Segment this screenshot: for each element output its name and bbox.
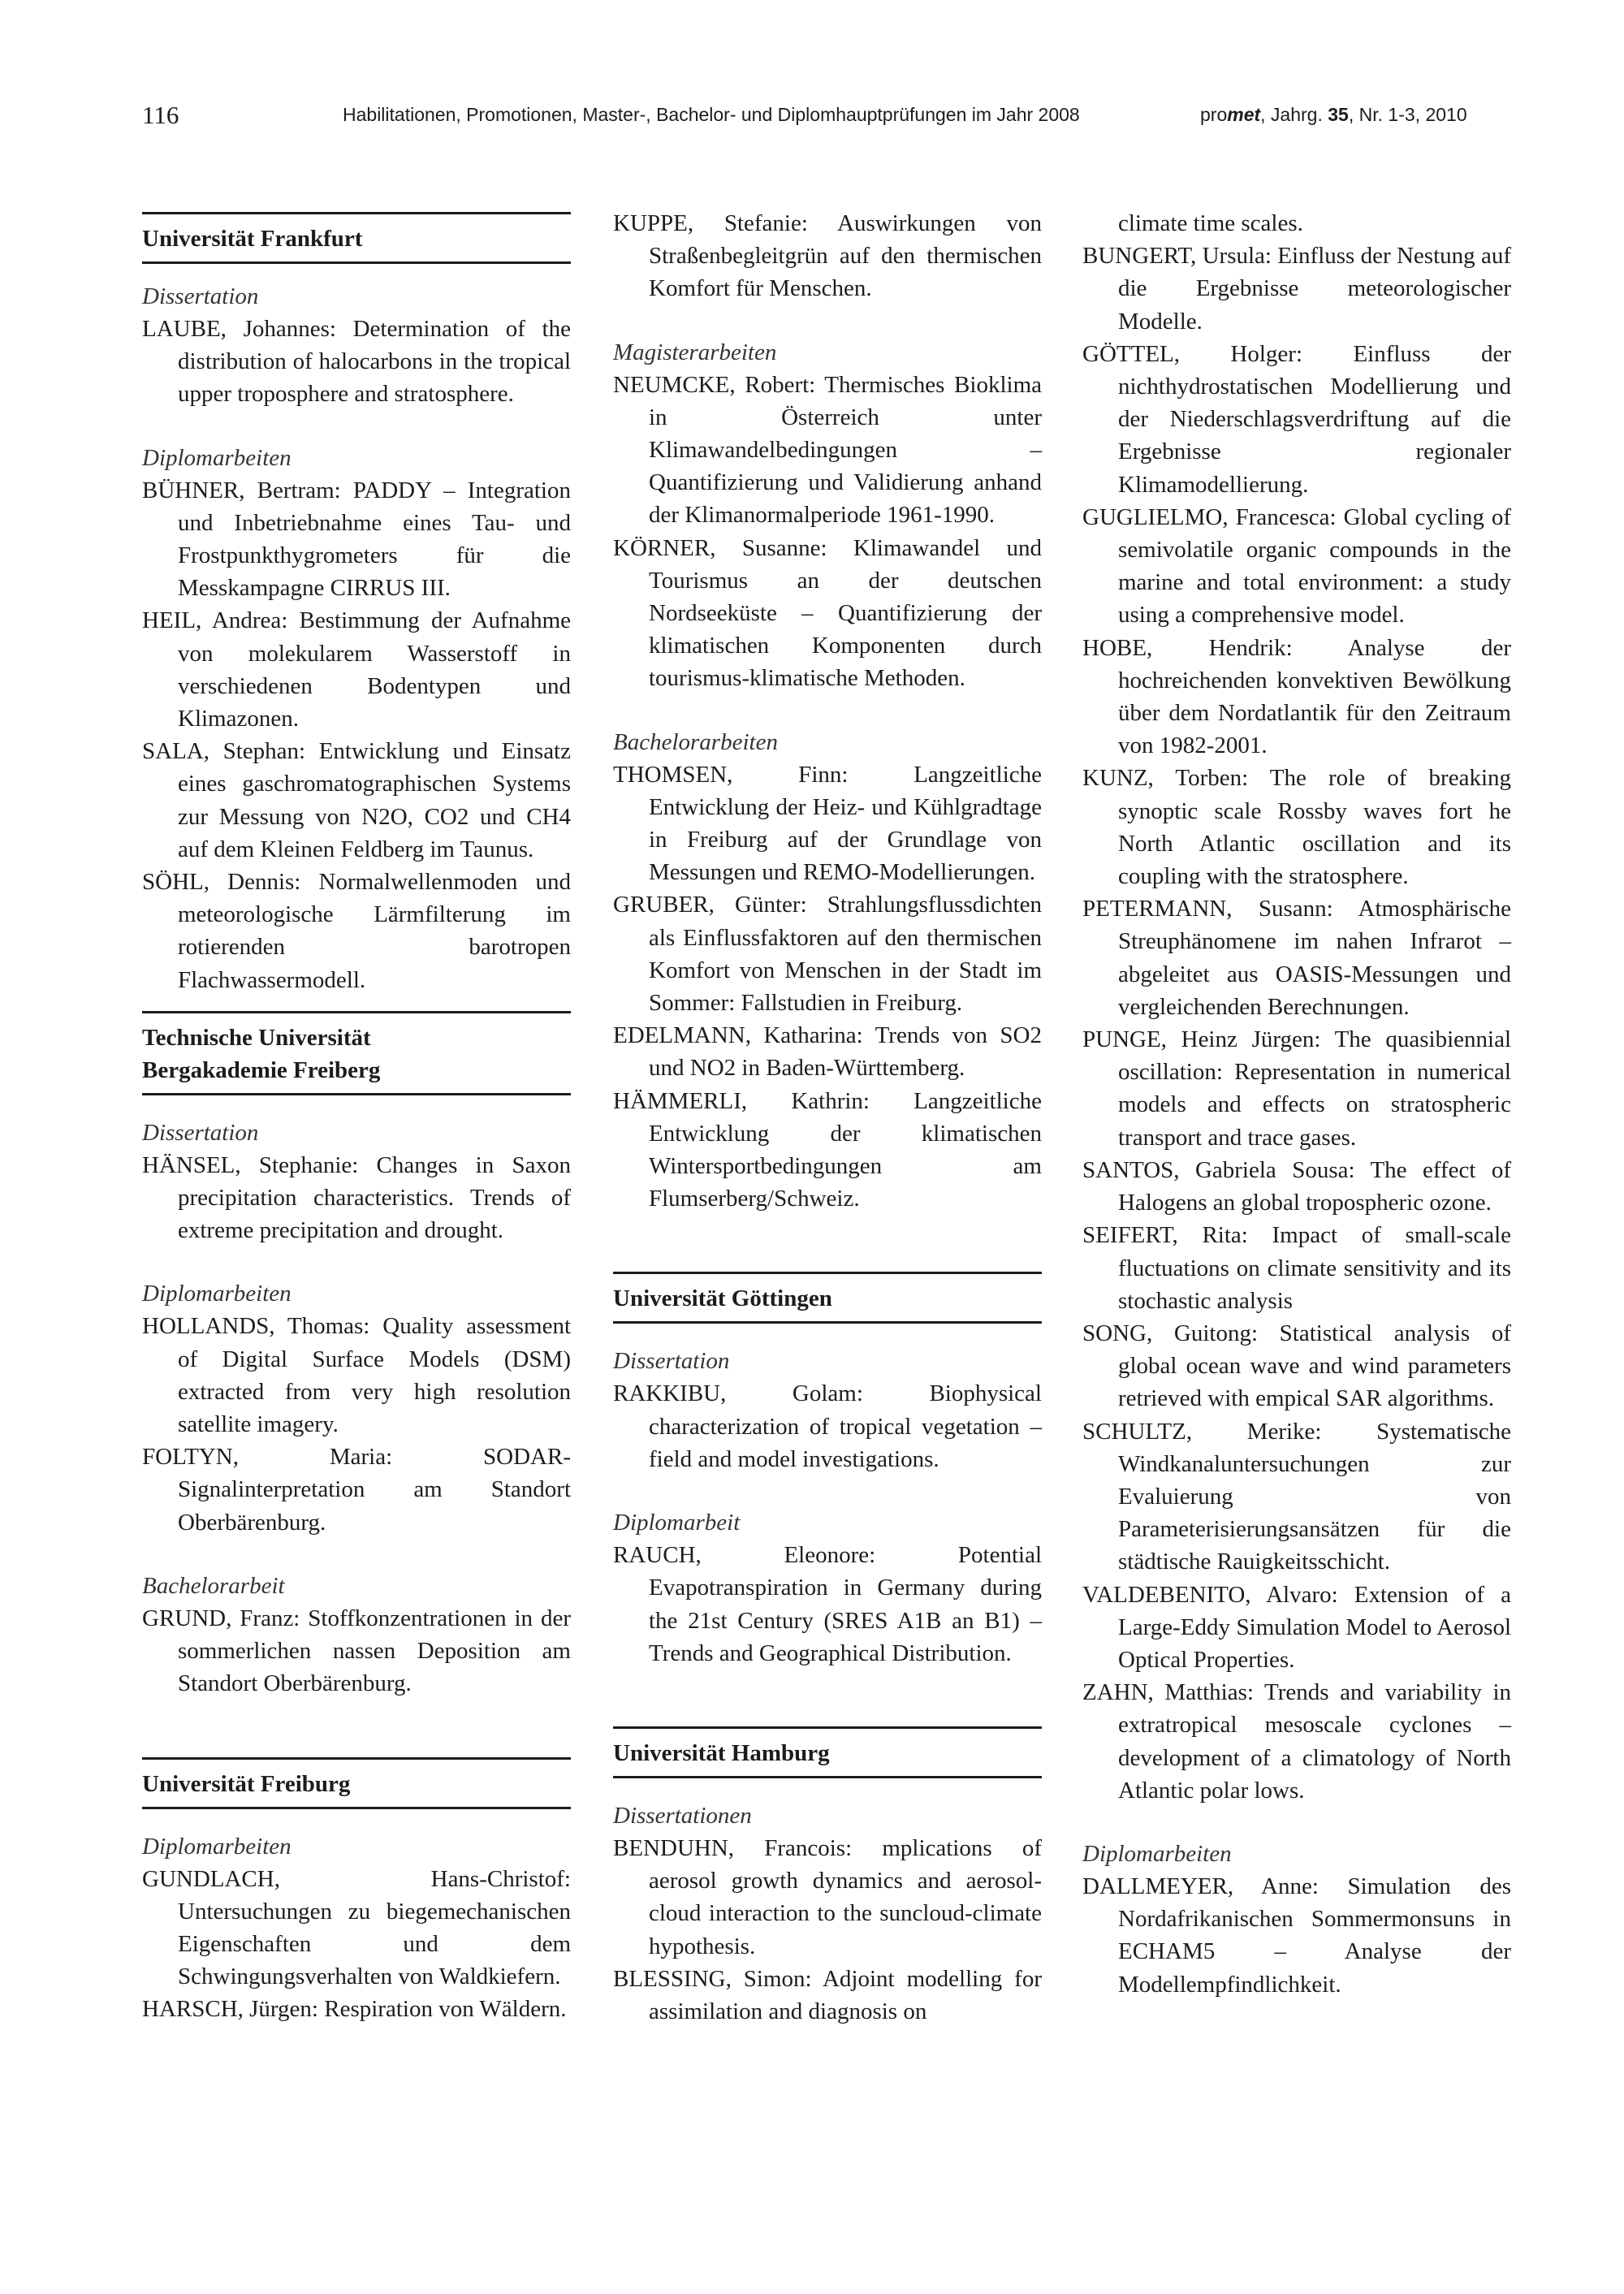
entry-guglielmo: GUGLIELMO, Francesca: Global cycling of semivolatile organic compounds in the marine and total environment: a study using a comprehensive model.	[1082, 503, 1511, 629]
entry-harsch: HARSCH, Jürgen: Respiration von Wäldern.	[142, 1996, 567, 2023]
institution-name: Universität Freiburg	[142, 1770, 351, 1797]
entry-haemmerli: HÄMMERLI, Kathrin: Langzeitliche Entwicklung der klimatischen Wintersportbedingungen am Flumserberg/Schweiz.	[613, 1087, 1042, 1212]
entry-rakkibu: RAKKIBU, Golam: Biophysical characterization of tropical vegetation – field and model investigations.	[613, 1380, 1042, 1472]
institution-heading-freiburg	[142, 1757, 571, 1809]
journal-volume: 35	[1328, 104, 1349, 125]
entry-goettel: GÖTTEL, Holger: Einfluss der nichthydrostatischen Modellierung und der Niederschlagsverdriftung auf die Ergebnisse regionaler Klimamodellierung.	[1082, 340, 1511, 498]
entry-gundlach: GUNDLACH, Hans-Christof: Untersuchungen zu biegemechanischen Eigenschaften und dem Schwingungsverhalten von Waldkiefern.	[142, 1865, 571, 1990]
column-right	[1082, 207, 1511, 2001]
section-label-dissertation: Dissertation	[613, 1348, 730, 1375]
section-label-bachelorarbeit: Bachelorarbeit	[142, 1572, 285, 1599]
entry-punge: PUNGE, Heinz Jürgen: The quasibiennial oscillation: Representation in numerical models and effects on stratospheric transport and trace gases.	[1082, 1026, 1511, 1151]
entry-hollands: HOLLANDS, Thomas: Quality assessment of Digital Surface Models (DSM) extracted from very high resolution satellite imagery.	[142, 1313, 571, 1438]
running-title: Habilitationen, Promotionen, Master-, Bachelor- und Diplomhauptprüfungen im Jahr 2008	[343, 104, 1080, 125]
journal-name-italic: met	[1227, 104, 1261, 125]
entry-dallmeyer: DALLMEYER, Anne: Simulation des Nordafrikanischen Sommermonsuns in ECHAM5 – Analyse der Modellempfindlichkeit.	[1082, 1873, 1511, 1998]
column-left	[142, 207, 571, 2026]
entry-koerner: KÖRNER, Susanne: Klimawandel und Tourismus an der deutschen Nordseeküste – Quantifizierung der klimatischen Komponenten durch tourismus-klimatische Methoden.	[613, 534, 1042, 692]
entry-blessing-continued: climate time scales.	[1118, 210, 1303, 236]
entry-foltyn: FOLTYN, Maria: SODAR-Signalinterpretation am Standort Oberbärenburg.	[142, 1444, 571, 1536]
entry-haensel: HÄNSEL, Stephanie: Changes in Saxon precipitation characteristics. Trends of extreme precipitation and drought.	[142, 1151, 571, 1244]
entry-grund: GRUND, Franz: Stoffkonzentrationen in der sommerlichen nassen Deposition am Standort Oberbärenburg.	[142, 1605, 571, 1697]
section-label-diplomarbeiten: Diplomarbeiten	[1082, 1840, 1232, 1867]
entry-rauch: RAUCH, Eleonore: Potential Evapotranspiration in Germany during the 21st Century (SRES A1B an B1) – Trends and Geographical Distribution.	[613, 1542, 1042, 1666]
section-label-bachelorarbeiten: Bachelorarbeiten	[613, 728, 778, 755]
institution-name: Universität Hamburg	[613, 1739, 830, 1766]
journal-citation	[1200, 104, 1467, 126]
journal-issue: , Nr. 1-3, 2010	[1348, 104, 1467, 125]
entry-sala: SALA, Stephan: Entwicklung und Einsatz eines gaschromatographischen Systems zur Messung von N2O, CO2 und CH4 auf dem Kleinen Feldberg im Taunus.	[142, 738, 571, 862]
institution-heading-freiberg	[142, 1011, 571, 1095]
entry-gruber: GRUBER, Günter: Strahlungsflussdichten als Einflussfaktoren auf den thermischen Komfort von Menschen in der Stadt im Sommer: Fallstudien in Freiburg.	[613, 892, 1042, 1017]
entry-soehl: SÖHL, Dennis: Normalwellenmoden und meteorologische Lärmfilterung im rotierenden barotropen Flachwassermodell.	[142, 869, 571, 993]
journal-jahrg: , Jahrg.	[1260, 104, 1328, 125]
page-number: 116	[142, 101, 179, 129]
section-label-magisterarbeiten: Magisterarbeiten	[613, 339, 777, 365]
entry-zahn: ZAHN, Matthias: Trends and variability in extratropical mesoscale cyclones – development of a climatology of North Atlantic polar lows.	[1082, 1679, 1511, 1804]
section-label-diplomarbeiten: Diplomarbeiten	[142, 1281, 292, 1307]
entry-santos: SANTOS, Gabriela Sousa: The effect of Halogens an global tropospheric ozone.	[1082, 1156, 1511, 1216]
institution-name: Universität Frankfurt	[142, 226, 363, 252]
entry-bungert: BUNGERT, Ursula: Einfluss der Nestung auf die Ergebnisse meteorologischer Modelle.	[1082, 243, 1511, 335]
entry-kuppe: KUPPE, Stefanie: Auswirkungen von Straßenbegleitgrün auf den thermischen Komfort für Menschen.	[613, 210, 1042, 302]
entry-valdebenito: VALDEBENITO, Alvaro: Extension of a Large-Eddy Simulation Model to Aerosol Optical Properties.	[1082, 1581, 1511, 1673]
entry-buehner: BÜHNER, Bertram: PADDY – Integration und Inbetriebnahme eines Tau- und Frostpunkthygrometers für die Messkampagne CIRRUS III.	[142, 477, 571, 602]
column-middle	[613, 207, 1042, 2028]
journal-name-prefix: pro	[1200, 104, 1228, 125]
entry-laube: LAUBE, Johannes: Determination of the distribution of halocarbons in the tropical upper troposphere and stratosphere.	[142, 316, 571, 408]
institution-name: Universität Göttingen	[613, 1285, 832, 1312]
entry-schultz: SCHULTZ, Merike: Systematische Windkanaluntersuchungen zur Evaluierung von Parameterisierungsansätzen für die städtische Rauigkeitsschicht.	[1082, 1418, 1511, 1575]
entry-blessing: BLESSING, Simon: Adjoint modelling for assimilation and diagnosis on	[613, 1965, 1042, 2024]
institution-heading-goettingen	[613, 1272, 1042, 1324]
entry-benduhn: BENDUHN, Francois: mplications of aerosol growth dynamics and aerosol-cloud interaction to the suncloud-climate hypothesis.	[613, 1834, 1042, 1959]
section-label-dissertation: Dissertation	[142, 283, 259, 309]
institution-name-line2: Bergakademie Freiberg	[142, 1056, 381, 1083]
section-label-dissertationen: Dissertationen	[613, 1802, 752, 1829]
section-label-diplomarbeiten: Diplomarbeiten	[142, 1833, 292, 1860]
entry-thomsen: THOMSEN, Finn: Langzeitliche Entwicklung der Heiz- und Kühlgradtage in Freiburg auf der Grundlage von Messungen und REMO-Modellierungen.	[613, 761, 1042, 886]
entry-song: SONG, Guitong: Statistical analysis of global ocean wave and wind parameters retrieved with empical SAR algorithms.	[1082, 1320, 1511, 1412]
entry-heil: HEIL, Andrea: Bestimmung der Aufnahme von molekularem Wasserstoff in verschiedenen Bodentypen und Klimazonen.	[142, 607, 571, 732]
entry-seifert: SEIFERT, Rita: Impact of small-scale fluctuations on climate sensitivity and its stochastic analysis	[1082, 1222, 1511, 1314]
entry-hobe: HOBE, Hendrik: Analyse der hochreichenden konvektiven Bewölkung über dem Nordatlantik für den Zeitraum von 1982-2001.	[1082, 634, 1511, 759]
page-header	[0, 0, 1624, 162]
institution-heading-frankfurt	[142, 212, 571, 264]
section-label-dissertation: Dissertation	[142, 1119, 259, 1146]
entry-kunz: KUNZ, Torben: The role of breaking synoptic scale Rossby waves fort he North Atlantic oscillation and its coupling with the stratosphere.	[1082, 765, 1511, 890]
institution-heading-hamburg	[613, 1726, 1042, 1778]
section-label-diplomarbeiten: Diplomarbeiten	[142, 444, 292, 471]
entry-petermann: PETERMANN, Susann: Atmosphärische Streuphänomene im nahen Infrarot – abgeleitet aus OASIS-Messungen und vergleichenden Berechnungen.	[1082, 896, 1511, 1020]
entry-edelmann: EDELMANN, Katharina: Trends von SO2 und NO2 in Baden-Württemberg.	[613, 1022, 1042, 1082]
entry-neumcke: NEUMCKE, Robert: Thermisches Bioklima in Österreich unter Klimawandelbedingungen – Quantifizierung und Validierung anhand der Klimanormalperiode 1961-1990.	[613, 371, 1042, 529]
institution-name-line1: Technische Universität	[142, 1024, 371, 1051]
section-label-diplomarbeit: Diplomarbeit	[613, 1510, 741, 1536]
